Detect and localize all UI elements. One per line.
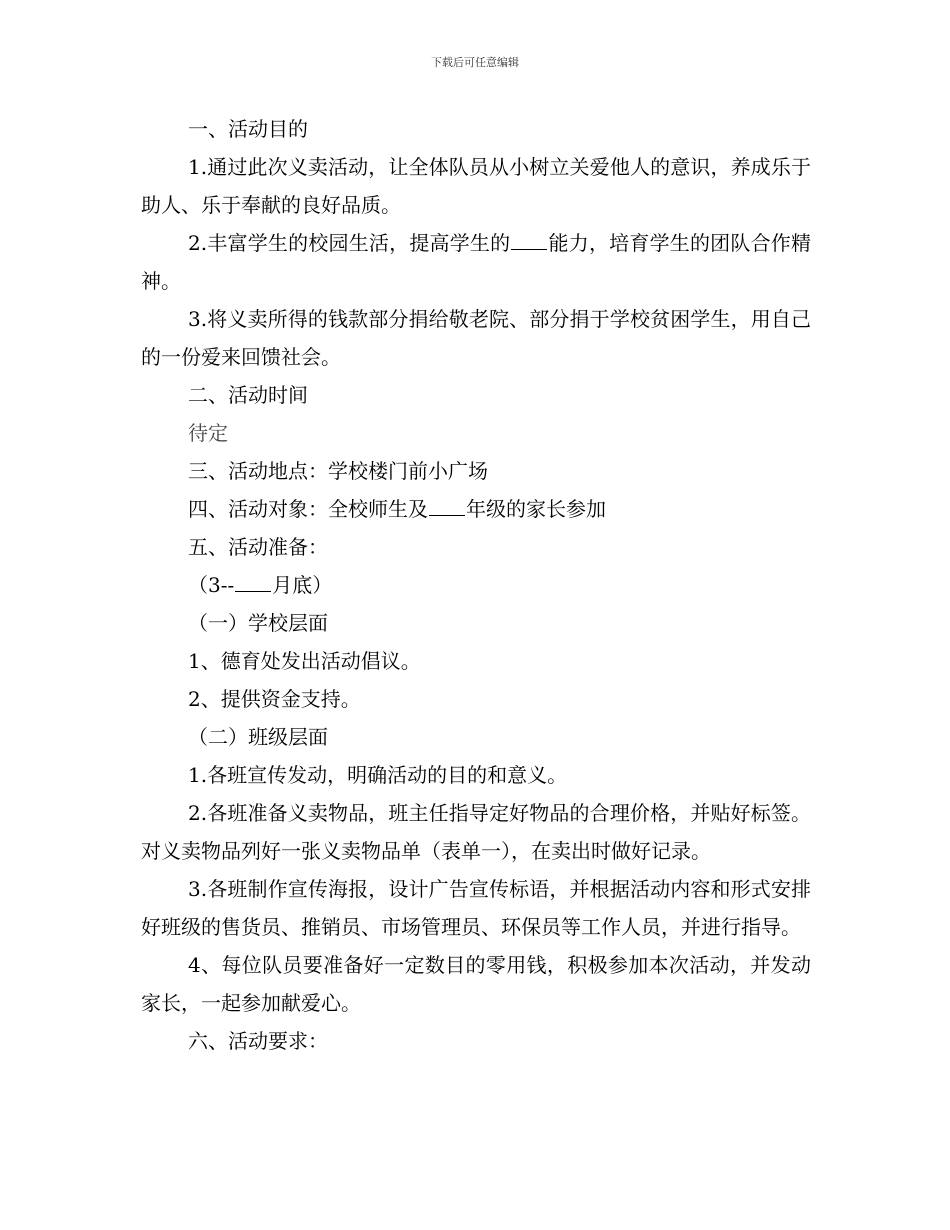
subsection-school-level: （一）学校层面 xyxy=(188,611,328,635)
section-heading-location: 三、活动地点：学校楼门前小广场 xyxy=(188,459,488,483)
paragraph-purpose-2-end: 能力，培育学生的团队合作精神。 xyxy=(141,231,811,293)
paragraph-purpose-2-start: 2.丰富学生的校园生活，提高学生的 xyxy=(188,231,511,255)
paragraph-purpose-1: 1.通过此次义卖活动，让全体队员从小树立关爱他人的意识，养成乐于助人、乐于奉献的良好品质。 xyxy=(141,155,811,217)
participants-end: 年级的家长参加 xyxy=(466,497,606,521)
school-item-2: 2、提供资金支持。 xyxy=(188,687,361,711)
participants-start: 四、活动对象：全校师生及 xyxy=(188,497,428,521)
fill-blank xyxy=(511,231,547,250)
fill-blank xyxy=(235,573,271,592)
paragraph-purpose-3: 3.将义卖所得的钱款部分捐给敬老院、部分捐于学校贫困学生，用自己的一份爱来回馈社会。 xyxy=(141,307,811,369)
time-value: 待定 xyxy=(188,421,228,445)
preparation-period-start: （3-- xyxy=(188,573,235,597)
class-item-2: 2.各班准备义卖物品，班主任指导定好物品的合理价格，并贴好标签。对义卖物品列好一张义卖物品单（表单一），在卖出时做好记录。 xyxy=(141,801,811,863)
section-heading-requirements: 六、活动要求： xyxy=(188,1029,328,1053)
subsection-class-level: （二）班级层面 xyxy=(188,725,328,749)
preparation-period xyxy=(141,566,811,604)
class-item-3: 3.各班制作宣传海报，设计广告宣传标语，并根据活动内容和形式安排好班级的售货员、推销员、市场管理员、环保员等工作人员，并进行指导。 xyxy=(141,877,811,939)
class-item-1: 1.各班宣传发动，明确活动的目的和意义。 xyxy=(188,763,568,787)
section-heading-time: 二、活动时间 xyxy=(188,383,308,407)
paragraph-purpose-2 xyxy=(141,224,811,300)
section-heading-preparation: 五、活动准备： xyxy=(188,535,328,559)
section-heading-purpose: 一、活动目的 xyxy=(188,117,308,141)
page-header: 下载后可任意编辑 xyxy=(431,56,519,69)
document-body xyxy=(141,110,811,1060)
class-item-4: 4、每位队员要准备好一定数目的零用钱，积极参加本次活动，并发动家长，一起参加献爱心。 xyxy=(141,953,811,1015)
preparation-period-end: 月底） xyxy=(272,573,333,597)
section-heading-participants xyxy=(141,490,811,528)
school-item-1: 1、德育处发出活动倡议。 xyxy=(188,649,421,673)
fill-blank xyxy=(429,497,465,516)
